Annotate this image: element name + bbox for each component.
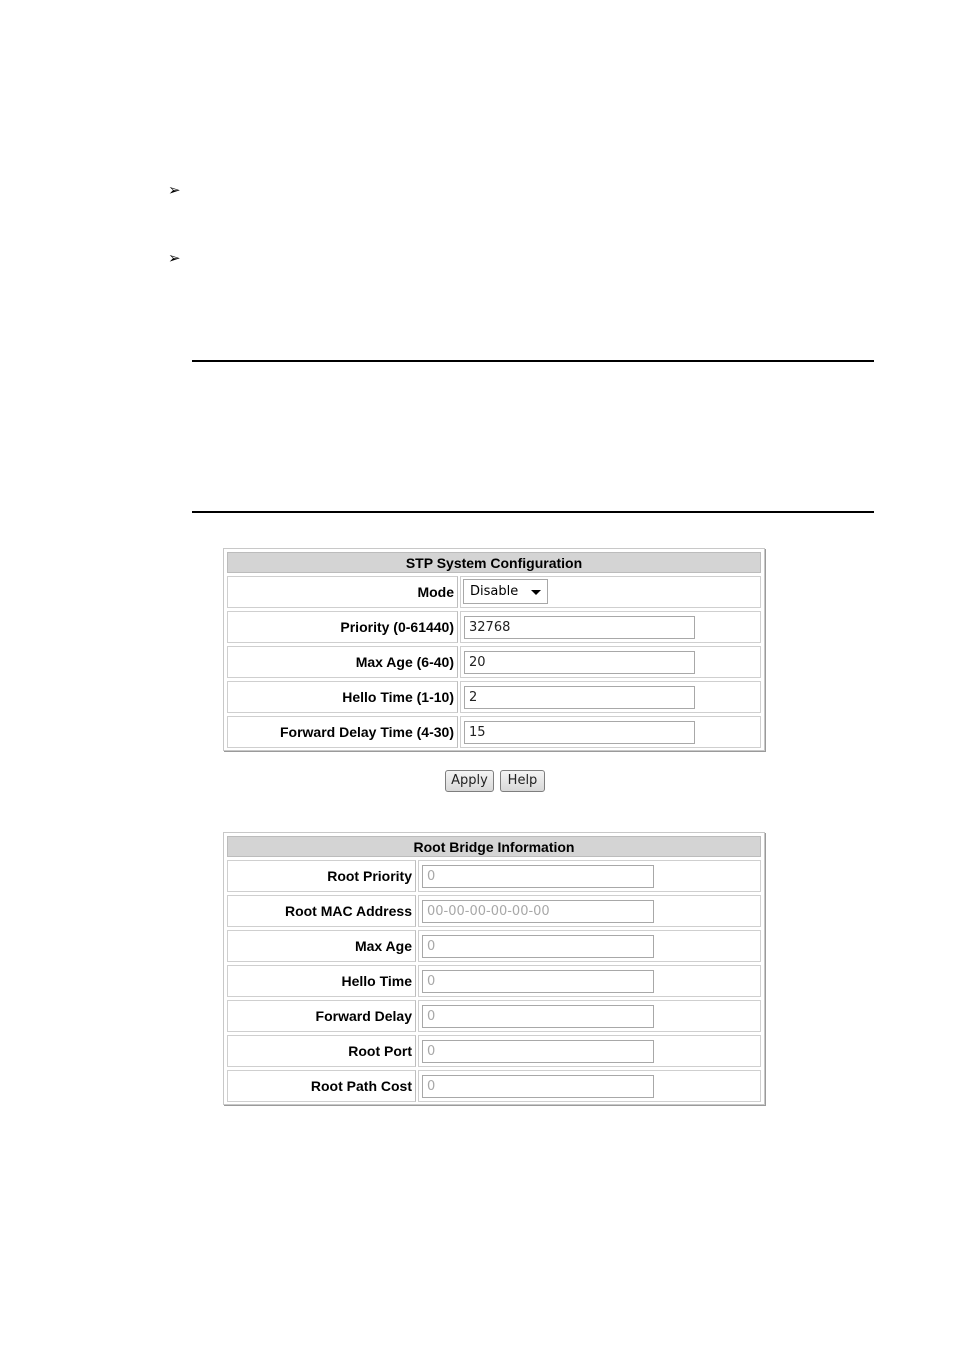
hello-time-row [227, 681, 761, 713]
root-max-age-row [227, 930, 761, 962]
root-mac-value-cell [418, 895, 761, 927]
root-port-value-cell [418, 1035, 761, 1067]
root-hello-time-label: Hello Time [227, 965, 416, 997]
priority-value-cell [460, 611, 761, 643]
priority-row [227, 611, 761, 643]
root-priority-label: Root Priority [227, 860, 416, 892]
root-hello-time-value-cell [418, 965, 761, 997]
root-mac-row [227, 895, 761, 927]
root-hello-time-row [227, 965, 761, 997]
divider-bottom [192, 511, 874, 513]
apply-button[interactable]: Apply [445, 770, 494, 792]
root-path-cost-field: 0 [422, 1075, 654, 1098]
root-forward-delay-value-cell [418, 1000, 761, 1032]
max-age-label: Max Age (6-40) [227, 646, 458, 678]
root-port-label: Root Port [227, 1035, 416, 1067]
root-path-cost-label: Root Path Cost [227, 1070, 416, 1102]
root-path-cost-value-cell [418, 1070, 761, 1102]
root-mac-label: Root MAC Address [227, 895, 416, 927]
forward-delay-value-cell [460, 716, 761, 748]
root-max-age-value-cell [418, 930, 761, 962]
root-port-row [227, 1035, 761, 1067]
max-age-input[interactable]: 20 [464, 651, 695, 674]
max-age-value-cell [460, 646, 761, 678]
mode-label: Mode [227, 576, 458, 608]
root-mac-field: 00-00-00-00-00-00 [422, 900, 654, 923]
hello-time-label: Hello Time (1-10) [227, 681, 458, 713]
root-forward-delay-field: 0 [422, 1005, 654, 1028]
root-bridge-panel [223, 832, 765, 1105]
root-port-field: 0 [422, 1040, 654, 1063]
divider-top [192, 360, 874, 362]
priority-label: Priority (0-61440) [227, 611, 458, 643]
root-max-age-label: Max Age [227, 930, 416, 962]
help-button[interactable]: Help [500, 770, 545, 792]
hello-time-value-cell [460, 681, 761, 713]
dropdown-arrow-icon [531, 590, 541, 595]
mode-value-cell [460, 576, 761, 608]
root-hello-time-field: 0 [422, 970, 654, 993]
root-priority-value-cell [418, 860, 761, 892]
root-forward-delay-row [227, 1000, 761, 1032]
stp-config-title: STP System Configuration [227, 552, 761, 573]
root-priority-field: 0 [422, 865, 654, 888]
mode-select[interactable] [463, 579, 548, 604]
root-bridge-title: Root Bridge Information [227, 836, 761, 857]
root-priority-row [227, 860, 761, 892]
priority-input[interactable]: 32768 [464, 616, 695, 639]
hello-time-input[interactable]: 2 [464, 686, 695, 709]
max-age-row [227, 646, 761, 678]
root-max-age-field: 0 [422, 935, 654, 958]
mode-row [227, 576, 761, 608]
bullet-arrow-icon: ➢ [168, 182, 181, 199]
stp-config-panel [223, 548, 765, 751]
forward-delay-label: Forward Delay Time (4-30) [227, 716, 458, 748]
bullet-arrow-icon: ➢ [168, 250, 181, 267]
root-path-cost-row [227, 1070, 761, 1102]
forward-delay-input[interactable]: 15 [464, 721, 695, 744]
mode-selected-value: Disable [470, 584, 519, 599]
root-forward-delay-label: Forward Delay [227, 1000, 416, 1032]
forward-delay-row [227, 716, 761, 748]
